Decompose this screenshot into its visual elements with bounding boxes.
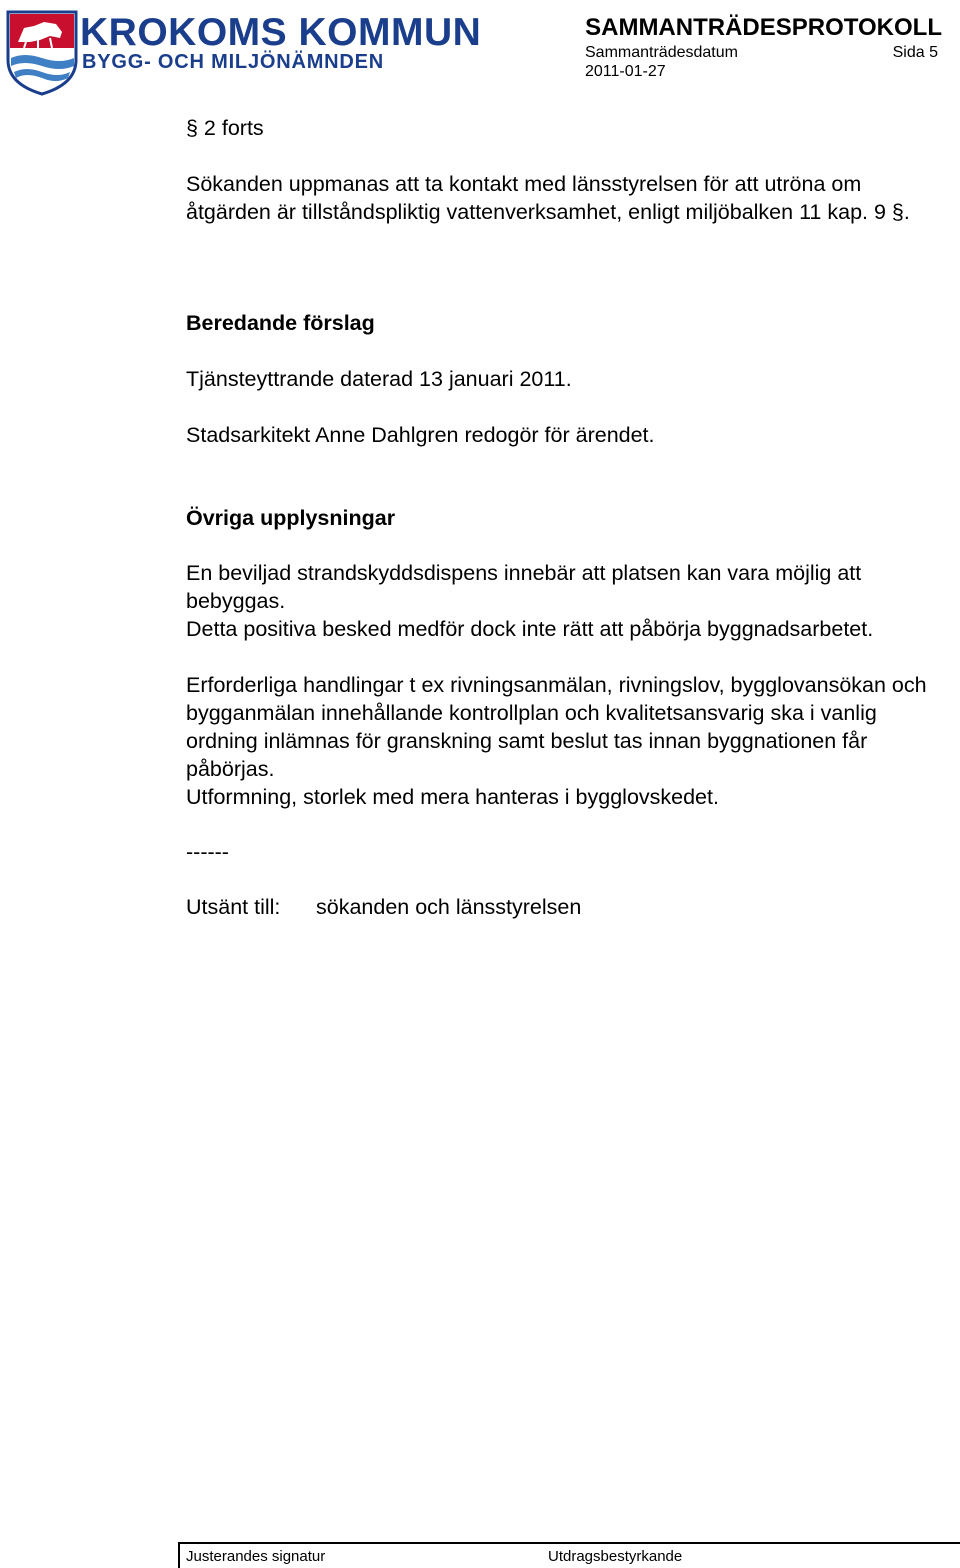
org-name: KROKOMS KOMMUN [80, 11, 482, 54]
document-type: SAMMANTRÄDESPROTOKOLL [585, 14, 942, 41]
coat-of-arms-icon [8, 12, 76, 94]
architect-line: Stadsarkitekt Anne Dahlgren redogör för ärendet. [186, 423, 655, 447]
page-number: Sida 5 [892, 44, 938, 61]
footer-box-edge [178, 1542, 180, 1568]
meeting-date-label: Sammanträdesdatum [585, 44, 738, 61]
org-subtitle: BYGG- OCH MILJÖNÄMNDEN [82, 51, 385, 73]
statement-line: Tjänsteyttrande daterad 13 januari 2011. [186, 367, 572, 391]
signature-label: Justerandes signatur [186, 1548, 326, 1565]
intro-paragraph: Sökanden uppmanas att ta kontakt med länsstyrelsen för att utröna om åtgärden är tillståndspliktig vattenverksamhet, enligt miljöbalken 11 kap. 9 §. [186, 172, 910, 224]
separator: ------ [186, 840, 229, 864]
info-paragraph-2: Detta positiva besked medför dock inte rätt att påbörja byggnadsarbetet. [186, 617, 874, 641]
meeting-date: 2011-01-27 [585, 63, 666, 80]
distribution-line [186, 893, 582, 921]
footer-rule [178, 1542, 960, 1544]
distribution-label: Utsänt till: [186, 895, 281, 919]
section-reference: § 2 forts [186, 116, 264, 140]
info-paragraph-3: Erforderliga handlingar t ex rivningsanmälan, rivningslov, bygglovansökan och bygganmälan innehållande kontrollplan och kvalitetsansvarig ska i vanlig ordning inlämnas för granskning samt beslut tas innan byggnationen får påbörjas. [186, 673, 927, 781]
distribution-recipients: sökanden och länsstyrelsen [316, 895, 582, 919]
heading-ovriga-upplysningar: Övriga upplysningar [186, 506, 396, 530]
heading-beredande-forslag: Beredande förslag [186, 311, 375, 335]
certification-label: Utdragsbestyrkande [548, 1548, 683, 1565]
info-paragraph-1: En beviljad strandskyddsdispens innebär att platsen kan vara möjlig att bebyggas. [186, 561, 862, 613]
info-paragraph-4: Utformning, storlek med mera hanteras i bygglovskedet. [186, 785, 719, 809]
